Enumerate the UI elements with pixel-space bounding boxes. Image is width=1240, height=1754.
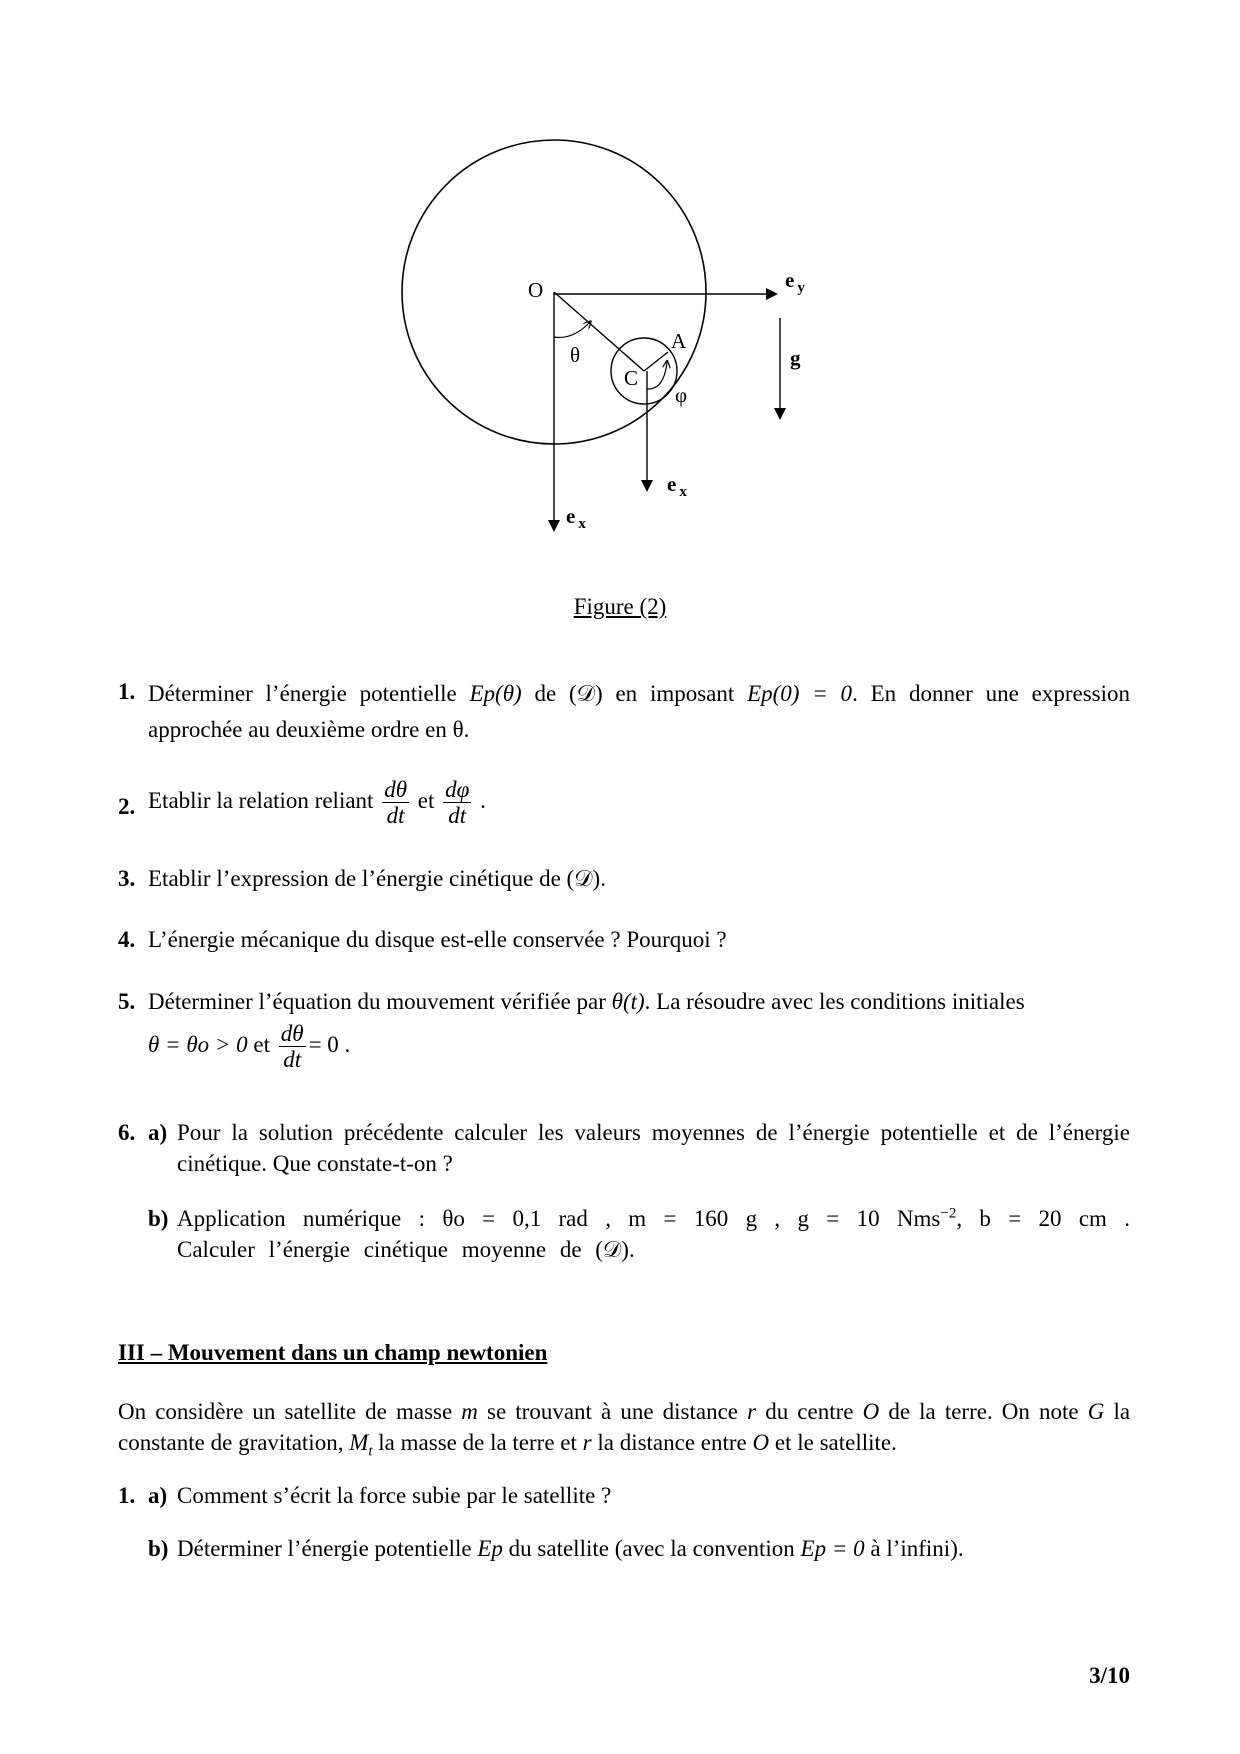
question-text: . — [480, 788, 486, 814]
label-ex-main: e $_x$ — [566, 504, 586, 532]
subquestion-text: Calculer l’énergie cinétique moyenne de (𝒟). — [177, 1237, 635, 1263]
math-expression: Ep = 0 — [800, 1536, 865, 1562]
question-text: Etablir l’expression de l’énergie cinétique de (𝒟). — [148, 866, 606, 891]
question-text: Etablir la relation reliant — [148, 788, 374, 814]
page-number: 3/10 — [1089, 1663, 1130, 1688]
question-number: 2. — [118, 794, 136, 819]
question-text: . En donner une expression approchée au deuxième ordre en θ. — [148, 681, 1130, 742]
question-text: L’énergie mécanique du disque est-elle conservée ? Pourquoi ? — [148, 927, 727, 952]
section-title: III – Mouvement dans un champ newtonien — [118, 1340, 548, 1365]
question-text: et — [253, 1032, 270, 1058]
subquestion-text: du satellite (avec la convention — [508, 1536, 795, 1562]
subquestion-label: a) — [148, 1120, 168, 1145]
question-3 — [118, 863, 1130, 894]
question-text: et — [417, 788, 435, 814]
fraction: $\frac{d\varphi}{dt}$ — [445, 777, 470, 829]
label-a: A — [671, 329, 687, 353]
subquestion-text: Comment s’écrit la force subie par le satellite ? — [177, 1483, 612, 1508]
subquestion-text: à l’infini). — [870, 1536, 964, 1562]
label-ex-disk: e $_x$ — [667, 472, 687, 500]
label-ey: e $_y$ — [785, 268, 805, 296]
question-number: 3. — [118, 866, 136, 891]
numeric-values: θo = 0,1 rad , m = 160 g , g = 10 Nms$^{-2}$, b = 20 cm . — [442, 1205, 1131, 1232]
subquestion-text: Pour la solution précédente calculer les valeurs moyennes de l’énergie potentielle et de l’énergie cinétique. Que constate-t-on ? — [177, 1120, 1130, 1177]
question-number: 6. — [118, 1120, 136, 1145]
math-expression: Ep(0) = 0 — [747, 681, 853, 706]
math-expression: = 0 . — [308, 1032, 351, 1058]
math-expression: Ep — [477, 1536, 503, 1562]
subquestion-text: Déterminer l’énergie potentielle — [177, 1536, 472, 1562]
radius-oc — [554, 292, 644, 371]
fraction: $\frac{d\theta}{dt}$ — [384, 777, 407, 829]
math-expression: θ(t) — [611, 989, 645, 1014]
label-c: C — [624, 366, 639, 390]
label-o: O — [528, 278, 544, 302]
figure-diagram — [0, 0, 1240, 580]
math-expression: θ = θo > 0 — [148, 1032, 248, 1058]
subquestion-label: b) — [148, 1536, 169, 1562]
figure-caption: Figure (2) — [573, 594, 667, 619]
label-g: g — [790, 346, 801, 370]
section-intro: On considère un satellite de masse m se trouvant à une distance r du centre O de la terre. On note G la constante de gravitation, $M_t$ la masse de la terre et r la distance entre O et le satellite. — [118, 1399, 1131, 1460]
fraction: $\frac{d\theta}{dt}$ — [280, 1021, 304, 1073]
label-phi: φ — [675, 383, 688, 407]
question-number: 1. — [118, 1483, 136, 1508]
question-text: Déterminer l’énergie potentielle — [148, 681, 457, 706]
subquestion-label: b) — [148, 1206, 169, 1232]
question-text: de (𝒟) en imposant — [534, 681, 735, 706]
question-number: 1. — [118, 679, 136, 704]
section3-question-1 — [118, 1480, 1130, 1564]
question-5 — [118, 986, 1130, 1073]
question-number: 5. — [118, 989, 136, 1014]
subquestion-label: a) — [148, 1483, 168, 1508]
question-6 — [118, 1117, 1130, 1265]
question-text: . La résoudre avec les conditions initiales — [644, 989, 1025, 1014]
question-4 — [118, 924, 1130, 955]
question-text: Déterminer l’équation du mouvement vérifiée par — [148, 989, 606, 1014]
question-1 — [118, 676, 1130, 748]
question-number: 4. — [118, 927, 136, 952]
subquestion-text: Application numérique : — [177, 1206, 425, 1232]
radius-ca — [644, 352, 668, 371]
label-theta: θ — [570, 343, 581, 367]
theta-arc — [554, 322, 590, 337]
question-2 — [118, 777, 1130, 829]
math-expression: Ep(θ) — [469, 681, 522, 706]
